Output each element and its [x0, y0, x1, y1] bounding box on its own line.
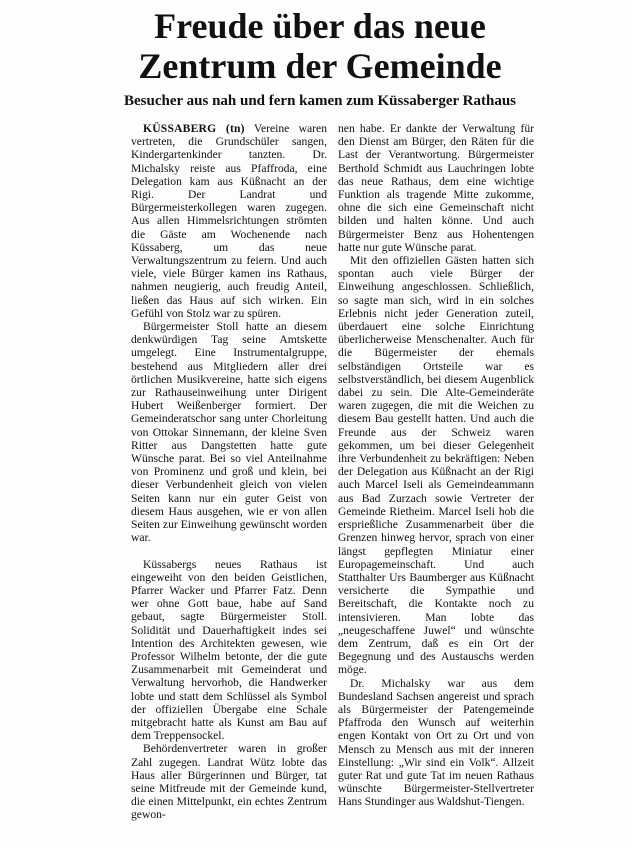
- article-column-left: [131, 122, 327, 842]
- paragraph: Mit den offiziellen Gästen hatten sich spontan auch viele Bürger der Einweihung angeschlossen. Schließlich, so sagte man sich, wird in ein solches Erlebnis nicht jeder Generation zuteil, überdauert eine solche Einrichtung überlicherweise Menschenalter. Auch für die Bügermeister der ehemals selbständigen Ortsteile war es selbstverständlich, bei diesem Augenblick dabei zu sein. Die Alte-Gemeinderäte waren zugegen, die mit die Weichen zu diesem Bau gestellt hatten. Und auch die Freunde aus der Schweiz waren gekommen, um bei dieser Gelegenheit ihre Verbundenheit zu bekräftigen: Neben der Delegation aus Küßnacht an der Rigi auch Marcel Iseli als Gemeindeammann aus Bad Zurzach sowie Vertreter der Gemeinde Rietheim. Marcel Iseli hob die ersprießliche Zusammenarbeit über die Grenzen hinweg hervor, sprach von einer längst gepflegten Miniatur einer Europagemeinschaft. Und auch Statthalter Urs Baumberger aus Küßnacht versicherte die Sympathie und Bereitschaft, die Kontakte noch zu intensivieren. Man lobte das „neugeschaffene Juwel“ und wünschte dem Zentrum, daß es ein Ort der Begegnung und des Austauschs werden möge.: [338, 254, 534, 677]
- paragraph: Bürgermeister Stoll hatte an diesem denkwürdigen Tag seine Amtskette umgelegt. Eine Instrumentalgruppe, bestehend aus Mitgliedern aller drei örtlichen Musikvereine, hatte sich eigens zur Rathauseinweihung unter Dirigent Hubert Weißenberger formiert. Der Gemeinderatschor sang unter Chorleitung von Ottokar Sinnemann, der kleine Sven Ritter aus Dangstetten hatte gute Wünsche parat. Bei so viel Anteilnahme von Prominenz und groß und klein, bei dieser Verbundenheit gleich von vielen Seiten kann nur ein guter Geist von diesem Haus ausgehen, wie er von allen Seiten zur Einweihung gewünscht worden war.: [131, 320, 327, 545]
- paragraph: Dr. Michalsky war aus dem Bundesland Sachsen angereist und sprach als Bürgermeister der Patengemeinde Pfaffroda den Wunsch auf weiterhin engen Kontakt von Ort zu Ort und von Mensch zu Mensch aus mit der inneren Einstellung: „Wir sind ein Volk“. Allzeit guter Rat und gute Tat im neuen Rathaus wünschte Bürgermeister-Stellvertreter Hans Stundinger aus Waldshut-Tiengen.: [338, 676, 534, 809]
- headline-line-1: Freude über das neue: [154, 6, 486, 46]
- paragraph: Behördenvertreter waren in großer Zahl zugegen. Landrat Wütz lobte das Haus aller Bürgerinnen und Bürger, tat seine Mitfreude mit der Gemeinde kund, die einen Mittelpunkt, ein echtes Zentrum gewon-: [131, 742, 327, 822]
- paragraph-text: Vereine waren vertreten, die Grundschüler sangen, Kindergartenkinder tanzten. Dr. Michalsky reiste aus Pfaffroda, eine Delegation kam aus Küßnacht an der Rigi. Der Landrat und Bürgermeisterkollegen waren zugegen. Aus allen Himmelsrichtungen strömten die Gäste am Wochenende nach Küssaberg, um das neue Verwaltungszentrum zu feiern. Und auch viele, viele Bürger kamen ins Rathaus, nahmen neugierig, auch freudig Anteil, ließen das Haus auf sich wirken. Ein Gefühl von Stolz war zu spüren.: [131, 122, 327, 320]
- paragraph: Küssabergs neues Rathaus ist eingeweiht von den beiden Geistlichen, Pfarrer Wacker und Pfarrer Fatz. Denn wer ohne Gott baue, habe auf Sand gebaut, sagte Bürgermeister Stoll. Solidität und Dauerhaftigkeit indes sei Intention des Architekten gewesen, wie Professor Wilhelm betonte, der die gute Zusammenarbeit mit Gemeinderat und Verwaltung hervorhob, die Handwerker lobte und statt dem Schlüssel als Symbol der offiziellen Übergabe eine Schale mitgebracht hatte als Kunst am Bau auf dem Treppensockel.: [131, 557, 327, 743]
- subheadline: Besucher aus nah und fern kamen zum Küssaberger Rathaus: [124, 93, 516, 109]
- dateline: KÜSSABERG (tn): [143, 122, 245, 135]
- column-gap: [332, 122, 333, 842]
- headline: [100, 6, 540, 86]
- paragraph: nen habe. Er dankte der Verwaltung für den Dienst am Bürger, den Räten für die Last der Verantwortung. Bürgermeister Berthold Schmidt aus Lauchringen lobte das neue Rathaus, dem eine wichtige Funktion als tragende Mitte zukomme, ohne die sich eine Gemeinschaft nicht bilden und halten könne. Und auch Bürgermeister Benz aus Hohentengen hatte nur gute Wünsche parat.: [338, 122, 534, 254]
- paragraph: [131, 122, 327, 320]
- headline-line-2: Zentrum der Gemeinde: [138, 46, 502, 86]
- article-column-right: [338, 122, 534, 842]
